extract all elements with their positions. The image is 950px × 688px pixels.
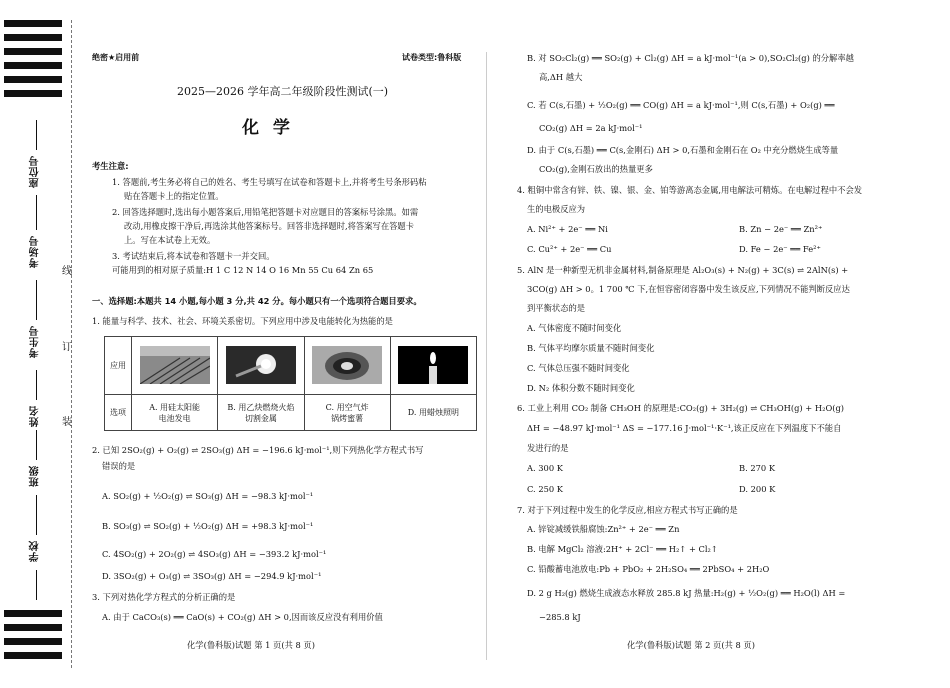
paper-type: 试卷类型:鲁科版 bbox=[402, 53, 462, 62]
q4-option-a: A. Ni²⁺ + 2e⁻ ══ Ni bbox=[527, 224, 608, 234]
q6-option-c: C. 250 K bbox=[527, 484, 563, 494]
margin-line bbox=[36, 370, 37, 400]
q6-option-d: D. 200 K bbox=[739, 484, 776, 494]
cut-mark-line: 线 bbox=[62, 266, 72, 277]
q1-option-a bbox=[132, 395, 218, 431]
margin-line bbox=[36, 495, 37, 535]
q7-option-a: A. 锌锭减缓铁船腐蚀:Zn²⁺ + 2e⁻ ══ Zn bbox=[527, 524, 680, 534]
q3-option-b-cont: 高,ΔH 越大 bbox=[539, 72, 583, 82]
label-seat-number: 座位号 bbox=[30, 155, 41, 188]
q6-stem-cont: ΔH = −48.97 kJ·mol⁻¹ ΔS = −177.16 J·mol⁻¹·K⁻¹,该正反应在下列温度下不能自 bbox=[527, 423, 842, 433]
margin-line bbox=[36, 280, 37, 320]
solar-panel-image bbox=[140, 346, 210, 384]
notice-line: 3. 考试结束后,将本试卷和答题卡一并交回。 bbox=[112, 251, 275, 261]
notice-line: 上。写在本试卷上无效。 bbox=[124, 235, 216, 245]
q7-stem: 7. 对于下列过程中发生的化学反应,相应方程式书写正确的是 bbox=[517, 505, 738, 515]
q1-option-c-text: 锅烤蜜薯 bbox=[331, 413, 364, 423]
margin-bar bbox=[4, 48, 62, 55]
q3-option-b: B. 对 SO₂Cl₂(g) ══ SO₂(g) + Cl₂(g) ΔH = a kJ·mol⁻¹(a > 0),SO₂Cl₂(g) 的分解率越 bbox=[527, 53, 854, 63]
footer-right: 化学(鲁科版)试题 第 2 页(共 8 页) bbox=[627, 640, 755, 650]
section-heading: 一、选择题:本题共 14 小题,每小题 3 分,共 42 分。每小题只有一个选项符合题目要求。 bbox=[92, 296, 422, 306]
q5-option-d: D. N₂ 体积分数不随时间变化 bbox=[527, 383, 635, 393]
cut-mark-pack: 装 bbox=[62, 417, 72, 428]
label-class: 班级 bbox=[30, 465, 41, 487]
table-header-option: 选项 bbox=[105, 395, 132, 431]
q2-option-d: D. 3SO₂(g) + O₃(g) ⇌ 3SO₃(g) ΔH = −294.9 kJ·mol⁻¹ bbox=[102, 571, 322, 581]
q3-option-c: C. 若 C(s,石墨) + ½O₂(g) ══ CO(g) ΔH = a kJ·mol⁻¹,则 C(s,石墨) + O₂(g) ══ bbox=[527, 100, 835, 110]
margin-bar bbox=[4, 76, 62, 83]
q5-stem-cont: 3CO(g) ΔH > 0。1 700 ℃ 下,在恒容密闭容器中发生该反应,下列情况不能判断反应达 bbox=[527, 284, 850, 294]
q7-option-d-cont: −285.8 kJ bbox=[539, 612, 581, 622]
q2-stem: 2. 已知 2SO₂(g) + O₂(g) ⇌ 2SO₃(g) ΔH = −196.6 kJ·mol⁻¹,则下列热化学方程式书写 bbox=[92, 445, 424, 455]
margin-bar bbox=[4, 610, 62, 617]
q2-option-c: C. 4SO₂(g) + 2O₂(g) ⇌ 4SO₃(g) ΔH = −393.2 kJ·mol⁻¹ bbox=[102, 549, 327, 559]
table-header-app: 应用 bbox=[105, 337, 132, 395]
q2-option-b: B. SO₃(g) ⇌ SO₂(g) + ½O₂(g) ΔH = +98.3 kJ·mol⁻¹ bbox=[102, 521, 314, 531]
q6-option-a: A. 300 K bbox=[527, 463, 563, 473]
q7-option-b: B. 电解 MgCl₂ 溶液:2H⁺ + 2Cl⁻ ══ H₂↑ + Cl₂↑ bbox=[527, 544, 718, 554]
q5-stem: 5. AlN 是一种新型无机非金属材料,制备原理是 Al₂O₃(s) + N₂(g) + 3C(s) ⇌ 2AlN(s) + bbox=[517, 265, 849, 275]
image-acetylene-cutting bbox=[218, 337, 304, 395]
margin-bar bbox=[4, 20, 62, 27]
q4-stem: 4. 粗铜中常含有锌、铁、镍、银、金、铂等游离态金属,用电解法可精炼。在电解过程中不会发 bbox=[517, 185, 863, 195]
margin-line bbox=[36, 570, 37, 600]
margin-bar bbox=[4, 624, 62, 631]
candle-image bbox=[398, 346, 468, 384]
margin-line bbox=[36, 120, 37, 150]
q7-option-d: D. 2 g H₂(g) 燃烧生成液态水释放 285.8 kJ 热量:H₂(g) + ½O₂(g) ══ H₂O(l) ΔH = bbox=[527, 588, 846, 598]
q1-option-c bbox=[304, 395, 390, 431]
margin-bar bbox=[4, 638, 62, 645]
q5-stem-cont: 到平衡状态的是 bbox=[527, 303, 586, 313]
image-air-fryer bbox=[304, 337, 390, 395]
label-candidate-number: 考生号 bbox=[30, 325, 41, 358]
q2-stem-cont: 错误的是 bbox=[102, 461, 136, 471]
notice-line: 可能用到的相对原子质量:H 1 C 12 N 14 O 16 Mn 55 Cu 64 Zn 65 bbox=[112, 265, 374, 275]
q5-option-b: B. 气体平均摩尔质量不随时间变化 bbox=[527, 343, 655, 353]
notice-title: 考生注意: bbox=[92, 161, 129, 171]
q1-option-c-text: C. 用空气炸 bbox=[325, 402, 369, 412]
margin-bar bbox=[4, 90, 62, 97]
margin-bar bbox=[4, 652, 62, 659]
margin-bar bbox=[4, 62, 62, 69]
q6-option-b: B. 270 K bbox=[739, 463, 776, 473]
notice-line: 贴在答题卡上的指定位置。 bbox=[124, 191, 224, 201]
q3-option-d: D. 由于 C(s,石墨) ══ C(s,金刚石) ΔH > 0,石墨和金刚石在 O₂ 中充分燃烧生成等量 bbox=[527, 145, 839, 155]
column-separator bbox=[486, 52, 487, 660]
q1-option-a-text: 电池发电 bbox=[158, 413, 191, 423]
q7-option-c: C. 铅酸蓄电池放电:Pb + PbO₂ + 2H₂SO₄ ══ 2PbSO₄ + 2H₂O bbox=[527, 564, 770, 574]
footer-left: 化学(鲁科版)试题 第 1 页(共 8 页) bbox=[187, 640, 315, 650]
q1-table bbox=[104, 336, 477, 431]
cut-mark-bind: 订 bbox=[62, 342, 72, 353]
exam-title: 2025—2026 学年高二年级阶段性测试(一) bbox=[177, 85, 389, 98]
q5-option-a: A. 气体密度不随时间变化 bbox=[527, 323, 622, 333]
image-candle bbox=[390, 337, 476, 395]
q4-option-d: D. Fe − 2e⁻ ══ Fe²⁺ bbox=[739, 244, 821, 254]
q3-option-d-cont: CO₂(g),金刚石放出的热量更多 bbox=[539, 164, 653, 174]
q1-option-b bbox=[218, 395, 304, 431]
q3-stem: 3. 下列对热化学方程式的分析正确的是 bbox=[92, 592, 236, 602]
torch-image bbox=[226, 346, 296, 384]
label-school: 学校 bbox=[30, 540, 41, 562]
q6-stem-cont: 发进行的是 bbox=[527, 443, 569, 453]
subject-title: 化 学 bbox=[242, 118, 294, 138]
q6-stem: 6. 工业上利用 CO₂ 制备 CH₃OH 的原理是:CO₂(g) + 3H₂(g) ⇌ CH₃OH(g) + H₂O(g) bbox=[517, 403, 845, 413]
q4-option-b: B. Zn − 2e⁻ ══ Zn²⁺ bbox=[739, 224, 823, 234]
q4-stem-cont: 生的电极反应为 bbox=[527, 204, 586, 214]
q1-option-d: D. 用蜡烛照明 bbox=[390, 395, 476, 431]
label-name: 姓名 bbox=[30, 405, 41, 427]
q2-option-a: A. SO₂(g) + ½O₂(g) ⇌ SO₃(g) ΔH = −98.3 kJ·mol⁻¹ bbox=[102, 491, 314, 501]
margin-bar bbox=[4, 34, 62, 41]
q5-option-c: C. 气体总压强不随时间变化 bbox=[527, 363, 630, 373]
air-fryer-image bbox=[312, 346, 382, 384]
q1-option-a-text: A. 用硅太阳能 bbox=[149, 402, 201, 412]
image-solar-panels bbox=[132, 337, 218, 395]
q1-option-b-text: 切割金属 bbox=[244, 413, 277, 423]
label-exam-room: 考场号 bbox=[30, 235, 41, 268]
notice-line: 改动,用橡皮擦干净后,再选涂其他答案标号。回答非选择题时,将答案写在答题卡 bbox=[124, 221, 415, 231]
q3-option-a: A. 由于 CaCO₃(s) ══ CaO(s) + CO₂(g) ΔH > 0,因而该反应没有利用价值 bbox=[102, 612, 383, 622]
q3-option-c-cont: CO₂(g) ΔH = 2a kJ·mol⁻¹ bbox=[539, 123, 643, 133]
margin-line bbox=[36, 195, 37, 230]
notice-line: 2. 回答选择题时,选出每小题答案后,用铅笔把答题卡对应题目的答案标号涂黑。如需 bbox=[112, 207, 419, 217]
q1-option-b-text: B. 用乙炔燃烧火焰 bbox=[227, 402, 295, 412]
margin-line bbox=[36, 430, 37, 460]
q1-stem: 1. 能量与科学、技术、社会、环境关系密切。下列应用中涉及电能转化为热能的是 bbox=[92, 316, 393, 326]
secret-label: 绝密★启用前 bbox=[92, 53, 140, 62]
notice-line: 1. 答题前,考生务必将自己的姓名、考生号填写在试卷和答题卡上,并将考生号条形码粘 bbox=[112, 177, 427, 187]
q4-option-c: C. Cu²⁺ + 2e⁻ ══ Cu bbox=[527, 244, 612, 254]
